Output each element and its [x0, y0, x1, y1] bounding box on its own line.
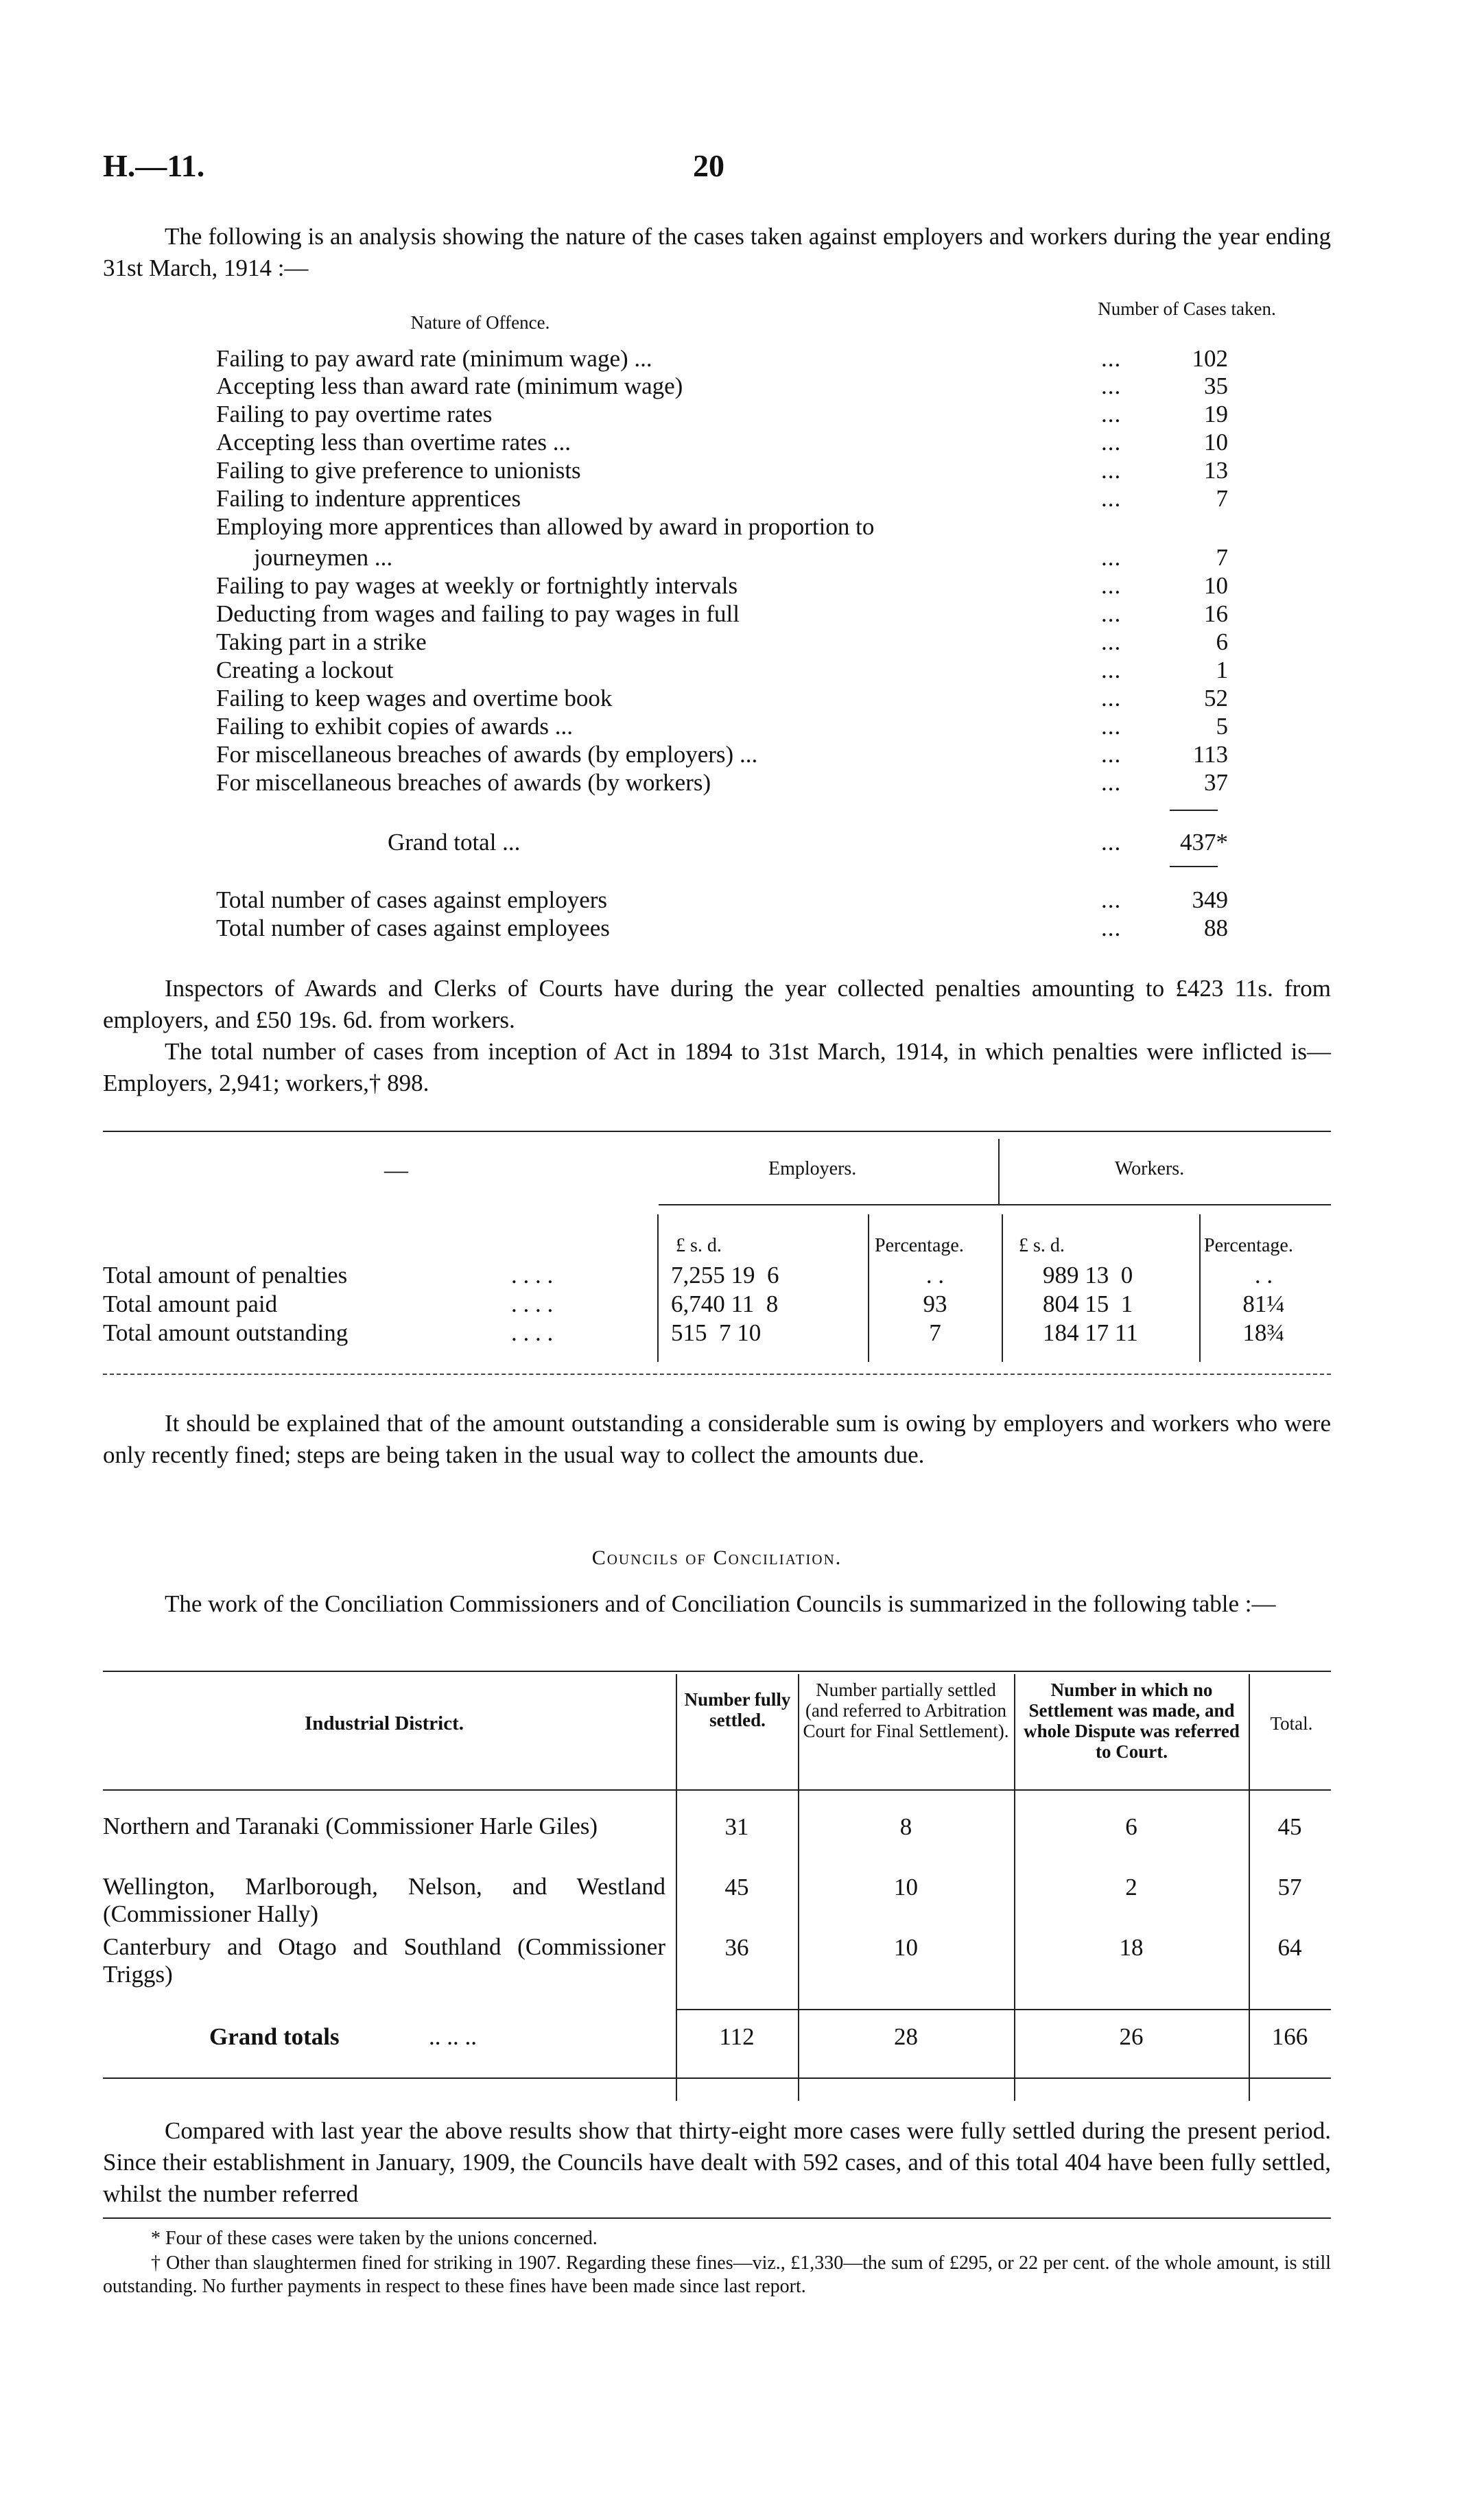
offence-row [216, 741, 1228, 768]
offence-count-header: Number of Cases taken. [1098, 298, 1276, 319]
footnote-star: * Four of these cases were taken by the unions concerned. [151, 2228, 598, 2249]
penalty-workers-amount: 989 13 0 [1043, 1262, 1133, 1288]
offence-leader-dots: ... [1101, 886, 1122, 913]
penalties-dash: — [384, 1157, 408, 1184]
offence-employers-total-label: Total number of cases against employers [216, 886, 608, 913]
document-reference: H.—11. [103, 148, 205, 183]
employers-percentage-header: Percentage. [875, 1235, 964, 1256]
conciliation-bottom-rule [103, 2077, 1331, 2079]
offence-count: 52 [1204, 685, 1228, 711]
fully-settled-header: Number fully settled. [684, 1689, 791, 1730]
grand-total-rule-top [1170, 810, 1218, 811]
workers-percentage-header: Percentage. [1204, 1235, 1293, 1256]
partially-settled-count: 8 [899, 1813, 912, 1840]
penalty-workers-amount: 804 15 1 [1043, 1291, 1133, 1317]
offence-count: 13 [1204, 457, 1228, 484]
offence-label: journeymen ... [254, 544, 393, 571]
district-header: Industrial District. [305, 1712, 464, 1734]
page-number: 20 [693, 148, 724, 183]
district-name: Canterbury and Otago and Southland (Commissioner Triggs) [103, 1933, 665, 1988]
offence-count: 7 [1216, 544, 1228, 571]
offence-count: 10 [1204, 429, 1228, 456]
offence-label: Failing to pay overtime rates [216, 401, 493, 427]
offence-leader-dots: ... [1101, 373, 1122, 399]
offence-count: 1 [1216, 657, 1228, 683]
penalty-employers-percentage: 93 [923, 1291, 947, 1317]
offence-row [216, 373, 1228, 400]
offence-count: 16 [1204, 600, 1228, 627]
penalties-bottom-rule [103, 1374, 1331, 1375]
partially-settled-count: 10 [894, 1934, 918, 1961]
offence-employers-total [216, 886, 1228, 914]
workers-header: Workers. [1115, 1158, 1185, 1179]
offence-nature-header: Nature of Offence. [410, 312, 550, 333]
offence-row [216, 401, 1228, 428]
offence-count: 7 [1216, 485, 1228, 512]
offence-row [216, 600, 1228, 628]
grand-total-rule-bottom [1170, 866, 1218, 867]
total-cases-paragraph: The total number of cases from inception of Act in 1894 to 31st March, 1914, in which penalties were inflicted is—Employers, 2,941; workers,† 898. [103, 1038, 1331, 1096]
penalty-employers-percentage: . . [925, 1262, 945, 1288]
offence-row [216, 769, 1228, 797]
offence-count: 35 [1204, 373, 1228, 399]
penalties-top-rule [103, 1131, 1331, 1132]
penalties-divider-3 [1002, 1214, 1003, 1362]
district-total: 45 [1277, 1813, 1302, 1840]
offence-grand-total-label: Grand total ... [388, 829, 521, 856]
fully-settled-count: 31 [724, 1813, 749, 1840]
grand-fully: 112 [719, 2023, 755, 2050]
offence-count: 10 [1204, 572, 1228, 599]
offence-employees-total-value: 88 [1204, 915, 1228, 941]
grand-totals-label: Grand totals [209, 2023, 340, 2050]
offence-label: Failing to pay wages at weekly or fortnightly intervals [216, 572, 738, 599]
conciliation-top-rule [103, 1671, 1331, 1672]
fully-settled-count: 45 [724, 1874, 749, 1900]
district-total: 64 [1277, 1934, 1302, 1961]
offence-row [216, 457, 1228, 484]
offence-leader-dots: ... [1101, 657, 1122, 683]
offence-count: 113 [1192, 741, 1228, 768]
offence-count: 5 [1216, 713, 1228, 740]
penalty-row-label: Total amount of penalties [103, 1262, 348, 1288]
offence-leader-dots: ... [1101, 572, 1122, 599]
offence-leader-dots: ... [1101, 600, 1122, 627]
offence-count: 37 [1204, 769, 1228, 796]
conciliation-head-rule [103, 1789, 1331, 1791]
offence-leader-dots: ... [1101, 401, 1122, 427]
offence-label: Failing to give preference to unionists [216, 457, 581, 484]
penalty-row-leader: . . . . [511, 1319, 554, 1346]
offence-label: Creating a lockout [216, 657, 394, 683]
offence-row [216, 572, 1228, 600]
offence-employers-total-value: 349 [1192, 886, 1228, 913]
offence-label: For miscellaneous breaches of awards (by workers) [216, 769, 711, 796]
offence-leader-dots: ... [1101, 829, 1122, 856]
penalty-workers-percentage: 81¼ [1242, 1291, 1285, 1317]
offence-label: Failing to pay award rate (minimum wage) ... [216, 345, 652, 372]
workers-money-header: £ s. d. [1019, 1235, 1065, 1256]
penalty-workers-percentage: 18¾ [1242, 1319, 1285, 1346]
penalty-employers-amount: 515 7 10 [671, 1319, 762, 1346]
footnote-dagger: † Other than slaughtermen fined for striking in 1907. Regarding these fines—viz., £1,330—the sum of £295, or 22 per cent. of the whole amount, is still outstanding. No further payments in respect to these fines have been made since last report. [103, 2252, 1331, 2297]
penalties-divider-1 [657, 1214, 659, 1362]
offence-label: Taking part in a strike [216, 628, 427, 655]
offence-count: 102 [1192, 345, 1228, 372]
grand-partially: 28 [894, 2023, 918, 2050]
offence-row [216, 713, 1228, 740]
no-settlement-count: 18 [1119, 1934, 1144, 1961]
no-settlement-count: 6 [1125, 1813, 1137, 1840]
penalties-group-rule [659, 1204, 1331, 1205]
penalty-row-leader: . . . . [511, 1291, 554, 1317]
footnote-rule [103, 2217, 1331, 2219]
offence-row [216, 685, 1228, 712]
no-settlement-header: Number in which no Settlement was made, and whole Dispute was referred to Court. [1024, 1680, 1240, 1762]
offence-count: 19 [1204, 401, 1228, 427]
offence-row [216, 544, 1228, 572]
offence-employees-total-label: Total number of cases against employees [216, 915, 610, 941]
no-settlement-count: 2 [1125, 1874, 1137, 1900]
offence-label: Failing to indenture apprentices [216, 485, 521, 512]
grand-none: 26 [1119, 2023, 1144, 2050]
councils-heading-wrap [103, 1542, 1331, 1574]
offence-label: For miscellaneous breaches of awards (by employers) ... [216, 741, 758, 768]
offence-row [216, 429, 1228, 456]
fully-settled-count: 36 [724, 1934, 749, 1961]
offence-count: 6 [1216, 628, 1228, 655]
offence-employees-total [216, 915, 1228, 942]
offence-label: Accepting less than award rate (minimum wage) [216, 373, 683, 399]
offence-row [216, 628, 1228, 656]
total-header: Total. [1270, 1713, 1313, 1734]
penalty-row-label: Total amount paid [103, 1291, 278, 1317]
employers-header: Employers. [768, 1158, 857, 1179]
penalties-divider-2 [868, 1214, 869, 1362]
penalty-row-leader: . . . . [511, 1262, 554, 1288]
compared-paragraph: Compared with last year the above results show that thirty-eight more cases were fully settled during the present period. Since their establishment in January, 1909, the Councils have dealt with 592 cases, and of this total 404 have been fully settled, whilst the number referred [103, 2117, 1331, 2207]
offence-leader-dots: ... [1101, 741, 1122, 768]
offence-label: Failing to exhibit copies of awards ... [216, 713, 574, 740]
offence-leader-dots: ... [1101, 485, 1122, 512]
offence-leader-dots: ... [1101, 345, 1122, 372]
offence-leader-dots: ... [1101, 628, 1122, 655]
offence-leader-dots: ... [1101, 457, 1122, 484]
penalties-divider-4 [1199, 1214, 1201, 1362]
offence-leader-dots: ... [1101, 685, 1122, 711]
offence-label: Deducting from wages and failing to pay wages in full [216, 600, 740, 627]
offence-leader-dots: ... [1101, 429, 1122, 456]
partially-settled-count: 10 [894, 1874, 918, 1900]
penalty-employers-amount: 7,255 19 6 [671, 1262, 779, 1288]
penalty-employers-percentage: 7 [929, 1319, 941, 1346]
penalty-employers-amount: 6,740 11 8 [671, 1291, 779, 1317]
offence-grand-total-value: 437* [1180, 829, 1228, 856]
offence-row [216, 657, 1228, 684]
offence-row [216, 513, 1228, 541]
conciliation-total-rule [676, 2009, 1331, 2010]
councils-heading: Councils of Conciliation. [591, 1546, 842, 1569]
penalties-group-divider [998, 1139, 1000, 1204]
intro-paragraph: The following is an analysis showing the nature of the cases taken against employers and workers during the year ending 31st March, 1914 :— [103, 223, 1331, 281]
partially-settled-header: Number partially settled (and referred to Arbitration Court for Final Settlement). [803, 1680, 1009, 1741]
employers-money-header: £ s. d. [676, 1235, 722, 1256]
district-total: 57 [1277, 1874, 1302, 1900]
grand-totals-leader: .. .. .. [429, 2023, 477, 2050]
outstanding-paragraph: It should be explained that of the amount outstanding a considerable sum is owing by employers and workers who were only recently fined; steps are being taken in the usual way to collect the amounts due. [103, 1410, 1331, 1468]
offence-leader-dots: ... [1101, 769, 1122, 796]
penalty-workers-percentage: . . [1254, 1262, 1273, 1288]
offence-grand-total [216, 829, 1228, 856]
offence-label: Employing more apprentices than allowed by award in proportion to [216, 513, 875, 540]
district-name: Wellington, Marlborough, Nelson, and Westland (Commissioner Hally) [103, 1873, 665, 1927]
penalty-row-label: Total amount outstanding [103, 1319, 349, 1346]
offence-row [216, 345, 1228, 373]
offence-row [216, 485, 1228, 513]
offence-leader-dots: ... [1101, 713, 1122, 740]
district-name: Northern and Taranaki (Commissioner Harle Giles) [103, 1813, 598, 1839]
offence-leader-dots: ... [1101, 915, 1122, 941]
penalty-workers-amount: 184 17 11 [1043, 1319, 1138, 1346]
offence-label: Failing to keep wages and overtime book [216, 685, 613, 711]
grand-total: 166 [1271, 2023, 1308, 2050]
offence-leader-dots: ... [1101, 544, 1122, 571]
inspectors-paragraph: Inspectors of Awards and Clerks of Courts have during the year collected penalties amounting to £423 11s. from employers, and £50 19s. 6d. from workers. [103, 975, 1331, 1033]
councils-paragraph: The work of the Conciliation Commissioners and of Conciliation Councils is summarized in the following table :— [165, 1590, 1276, 1617]
offence-label: Accepting less than overtime rates ... [216, 429, 571, 456]
